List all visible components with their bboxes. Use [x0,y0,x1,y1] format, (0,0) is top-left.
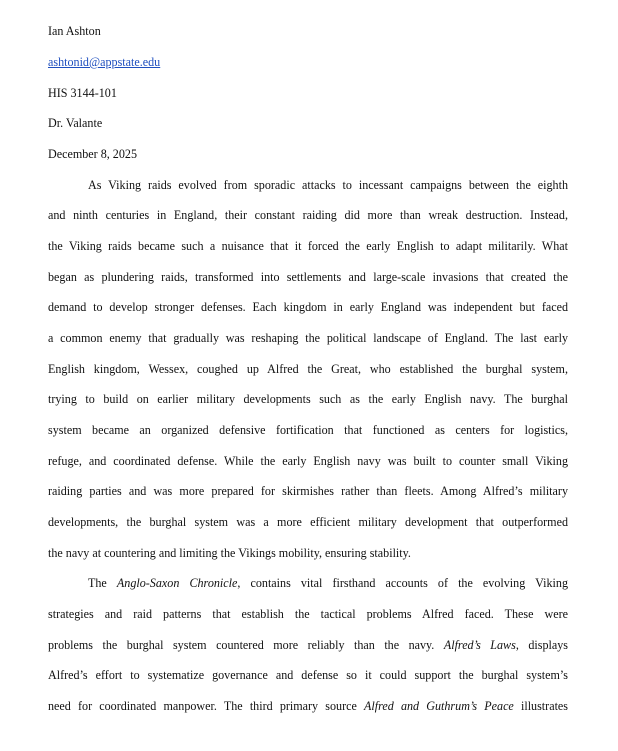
author-email-link[interactable]: ashtonid@appstate.edu [48,55,161,69]
paragraph-line: developments, the burghal system was a more efficient military development that outperformed [48,515,568,529]
text-span: The [88,576,117,590]
paragraph-line: a common enemy that gradually was reshaping the political landscape of England. The last early [48,331,568,345]
text-span: problems the burghal system countered more reliably than the navy. [48,638,444,652]
text-span: , displays [515,638,568,652]
paragraph-line [48,637,568,653]
paragraph-line: Alfred’s effort to systematize governance and defense so it could support the burghal system’s [48,668,568,682]
text-span: , contains vital firsthand accounts of the evolving Viking [237,576,568,590]
author-name: Ian Ashton [48,24,101,38]
italic-title: Alfred’s Laws [443,638,516,652]
paragraph-line: demand to develop stronger defenses. Each kingdom in early England was independent but faced [48,300,568,314]
paragraph-line: strategies and raid patterns that establish the tactical problems Alfred faced. These were [48,607,568,621]
paragraph-line: raiding parties and was more prepared for skirmishes rather than fleets. Among Alfred’s military [48,484,568,498]
paragraph-line: and ninth centuries in England, their constant raiding did more than wreak destruction. Instead, [48,208,568,222]
text-span: illustrates [513,699,568,713]
paragraph-line: the Viking raids became such a nuisance that it forced the early English to adapt militarily. What [48,239,568,253]
text-span: need for coordinated manpower. The third primary source [48,699,364,713]
paragraph-line: the navy at countering and limiting the Vikings mobility, ensuring stability. [48,546,411,560]
paragraph-line: refuge, and coordinated defense. While the early English navy was built to counter small Viking [48,454,568,468]
paragraph-line: trying to build on earlier military developments such as the early English navy. The burghal [48,392,568,406]
paragraph-line: began as plundering raids, transformed into settlements and large-scale invasions that created the [48,270,568,284]
paragraph-line: system became an organized defensive fortification that functioned as centers for logistics, [48,423,568,437]
italic-title: Anglo-Saxon Chronicle [116,576,238,590]
course-code: HIS 3144-101 [48,86,117,100]
paragraph-line [88,575,568,591]
paragraph-line [48,698,568,714]
instructor-name: Dr. Valante [48,116,103,130]
paper-date: December 8, 2025 [48,147,137,161]
paragraph-line: As Viking raids evolved from sporadic attacks to incessant campaigns between the eighth [88,178,568,192]
paragraph-line: English kingdom, Wessex, coughed up Alfred the Great, who established the burghal system, [48,362,568,376]
italic-title: Alfred and Guthrum’s Peace [364,699,514,713]
